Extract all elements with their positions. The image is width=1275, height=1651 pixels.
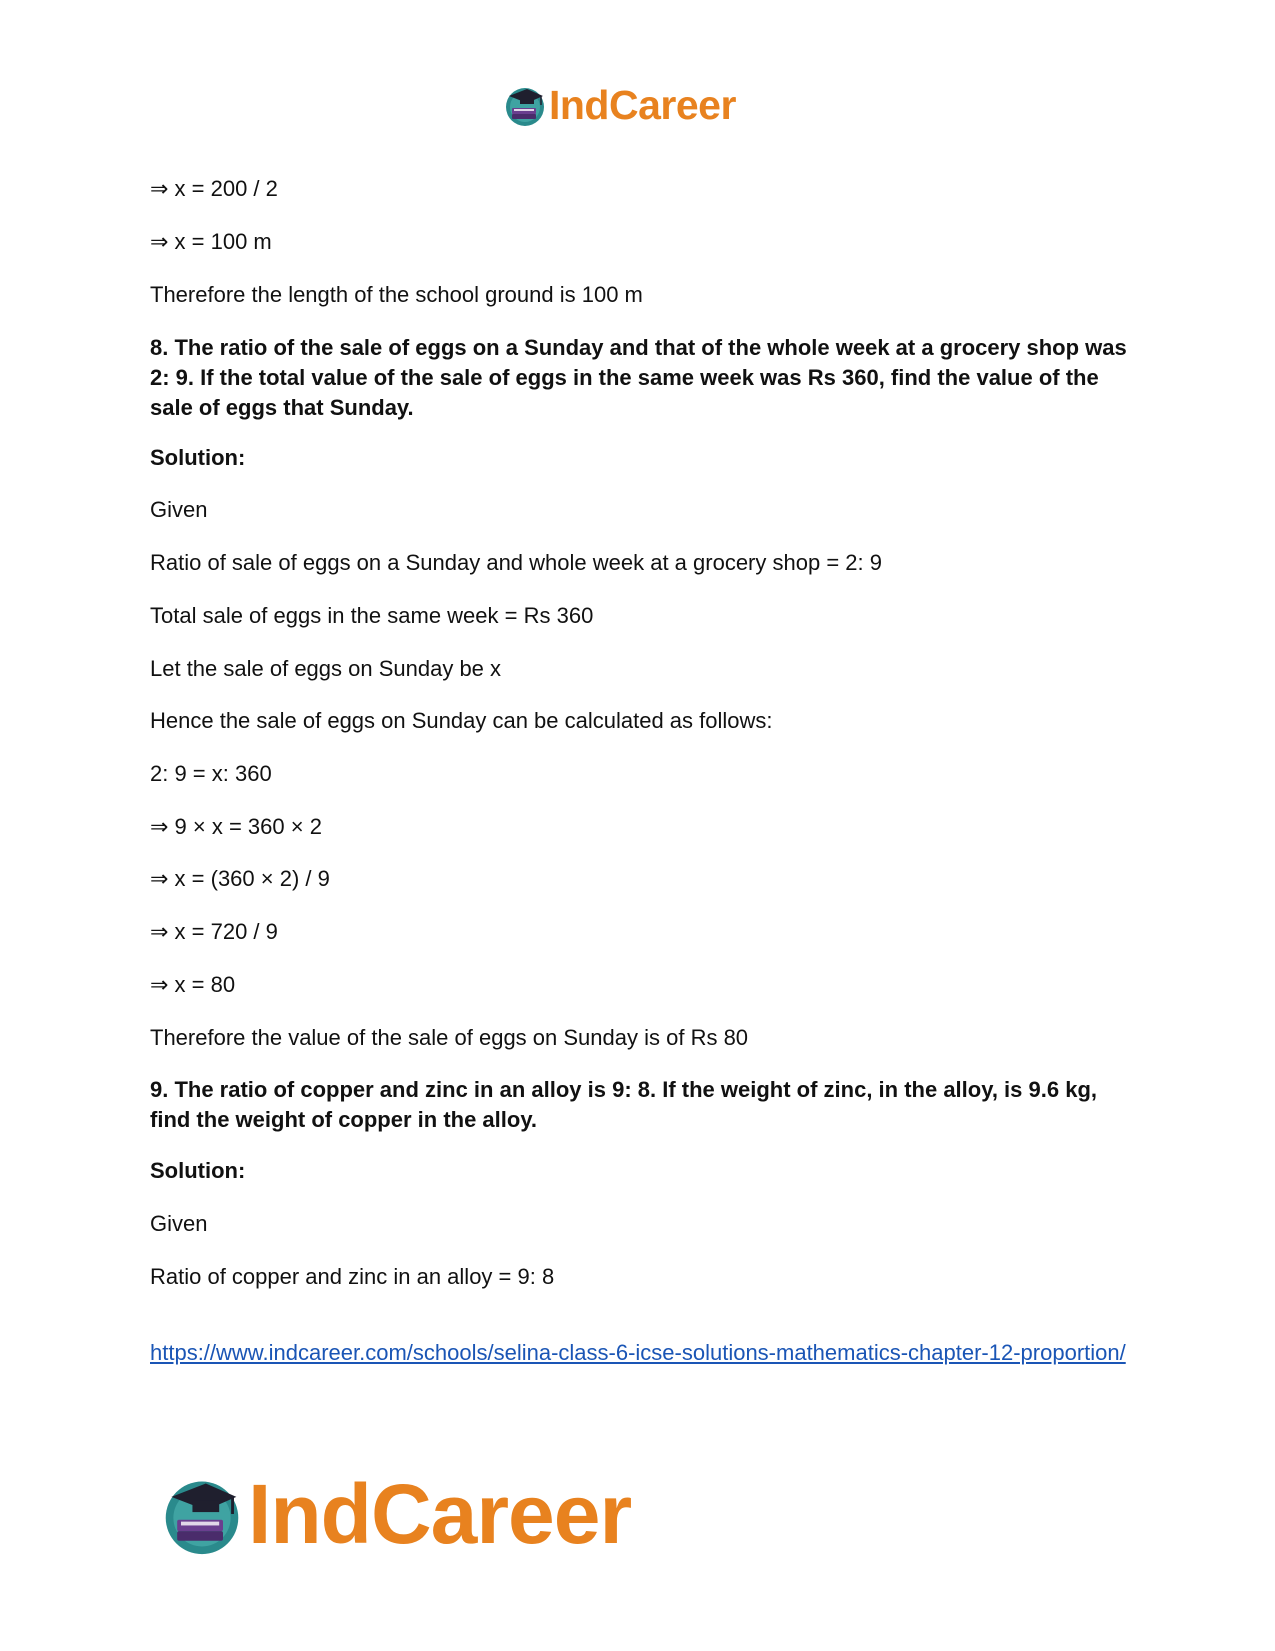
given-ratio: Ratio of copper and zinc in an alloy = 9: 8: [150, 1264, 555, 1289]
method-text: Hence the sale of eggs on Sunday can be calculated as follows:: [150, 708, 773, 733]
given-total: Total sale of eggs in the same week = Rs 360: [150, 603, 594, 628]
conclusion-text: Therefore the length of the school ground is 100 m: [150, 282, 643, 307]
logo-globe-icon: [160, 1472, 244, 1556]
math-step: ⇒ x = 720 / 9: [150, 919, 278, 944]
math-step: 2: 9 = x: 360: [150, 761, 272, 786]
math-step: ⇒ x = 200 / 2: [150, 176, 278, 201]
solution-heading: Solution:: [150, 1158, 246, 1183]
math-step: ⇒ x = 100 m: [150, 229, 272, 254]
question-9: 9. The ratio of copper and zinc in an alloy is 9: 8. If the weight of zinc, in the alloy, is 9.6 kg, find the weight of copper in the alloy.: [150, 1077, 1097, 1132]
math-step: ⇒ x = (360 × 2) / 9: [150, 866, 330, 891]
conclusion-text: Therefore the value of the sale of eggs on Sunday is of Rs 80: [150, 1025, 749, 1050]
question-8: 8. The ratio of the sale of eggs on a Sunday and that of the whole week at a grocery shop was 2: 9. If the total value of the sale of eggs in the same week was Rs 360, find the value of the sale of eggs that Sunday.: [150, 335, 1127, 420]
logo-globe-icon: [503, 83, 547, 127]
footer-logo-text: IndCareer: [248, 1467, 632, 1561]
footer-logo: [160, 1468, 631, 1560]
math-step: ⇒ 9 × x = 360 × 2: [150, 814, 322, 839]
header-logo: [503, 82, 736, 128]
given-ratio: Ratio of sale of eggs on a Sunday and whole week at a grocery shop = 2: 9: [150, 550, 882, 575]
solution-heading: Solution:: [150, 445, 246, 470]
header-logo-text: IndCareer: [549, 82, 736, 128]
given-label: Given: [150, 1211, 208, 1236]
source-link[interactable]: https://www.indcareer.com/schools/selina-class-6-icse-solutions-mathematics-chapter-12-proportion/: [150, 1340, 1126, 1365]
assumption-text: Let the sale of eggs on Sunday be x: [150, 656, 502, 681]
given-label: Given: [150, 497, 208, 522]
math-step: ⇒ x = 80: [150, 972, 236, 997]
